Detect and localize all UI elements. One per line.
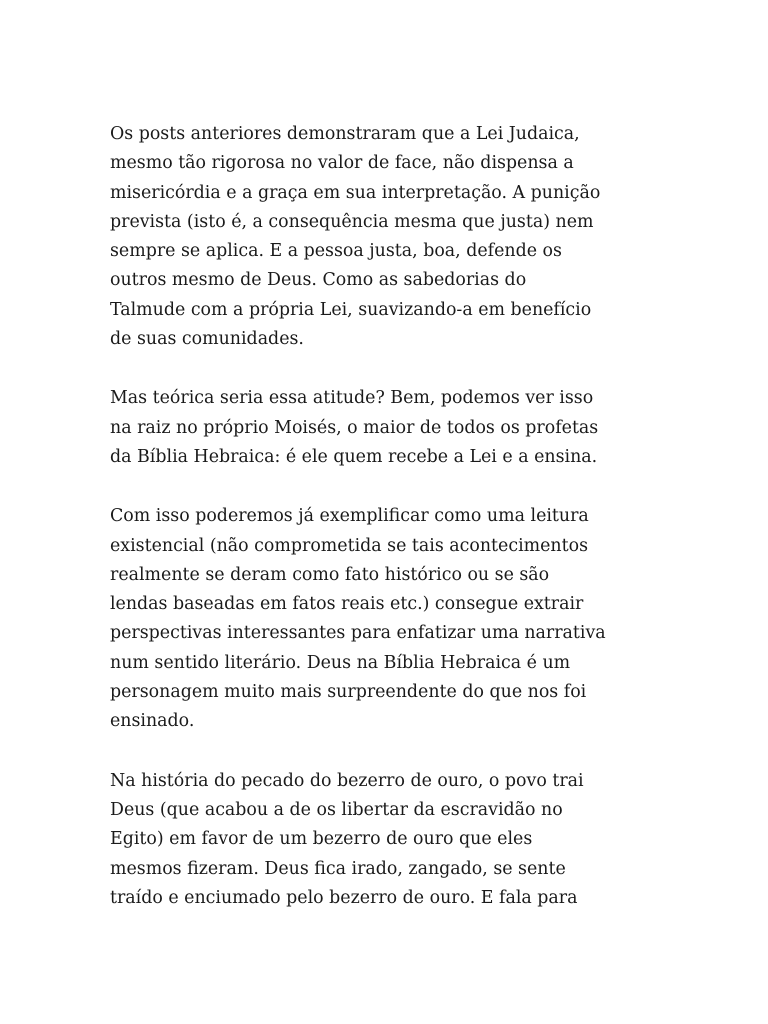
text-line: traído e enciumado pelo bezerro de ouro. E fala para — [110, 887, 578, 908]
text-line: sempre se aplica. E a pessoa justa, boa, defende os — [110, 241, 562, 262]
text-line: num sentido literário. Deus na Bíblia Hebraica é um — [110, 652, 571, 673]
paragraph-1 — [110, 120, 668, 354]
text-line: mesmo tão rigorosa no valor de face, não dispensa a — [110, 153, 574, 174]
text-line: Egito) em favor de um bezerro de ouro que eles — [110, 829, 533, 850]
text-line: Deus (que acabou a de os libertar da escravidão no — [110, 799, 563, 820]
text-line: Mas teórica seria essa atitude? Bem, podemos ver isso — [110, 388, 594, 409]
text-line: mesmos fizeram. Deus fica irado, zangado, se sente — [110, 858, 566, 879]
paragraph-4 — [110, 767, 668, 913]
text-line: misericórdia e a graça em sua interpretação. A punição — [110, 182, 601, 203]
text-line: ensinado. — [110, 711, 195, 732]
text-line: da Bíblia Hebraica: é ele quem recebe a Lei e a ensina. — [110, 446, 598, 467]
text-line: prevista (isto é, a consequência mesma que justa) nem — [110, 211, 594, 232]
text-line: de suas comunidades. — [110, 329, 304, 350]
text-line: perspectivas interessantes para enfatizar uma narrativa — [110, 623, 606, 644]
text-line: realmente se deram como fato histórico ou se são — [110, 564, 550, 585]
paragraph-2 — [110, 384, 668, 472]
text-line: Com isso poderemos já exemplificar como uma leitura — [110, 506, 589, 527]
text-line: outros mesmo de Deus. Como as sabedorias do — [110, 270, 527, 291]
text-line: na raiz no próprio Moisés, o maior de todos os profetas — [110, 417, 599, 438]
paragraph-3 — [110, 502, 668, 736]
text-line: personagem muito mais surpreendente do que nos foi — [110, 682, 587, 703]
text-line: Na história do pecado do bezerro de ouro, o povo trai — [110, 770, 584, 791]
text-line: existencial (não comprometida se tais acontecimentos — [110, 535, 588, 556]
text-line: Os posts anteriores demonstraram que a Lei Judaica, — [110, 124, 580, 144]
text-line: lendas baseadas em fatos reais etc.) consegue extrair — [110, 594, 584, 615]
text-line: Talmude com a própria Lei, suavizando-a em benefício — [110, 299, 592, 320]
